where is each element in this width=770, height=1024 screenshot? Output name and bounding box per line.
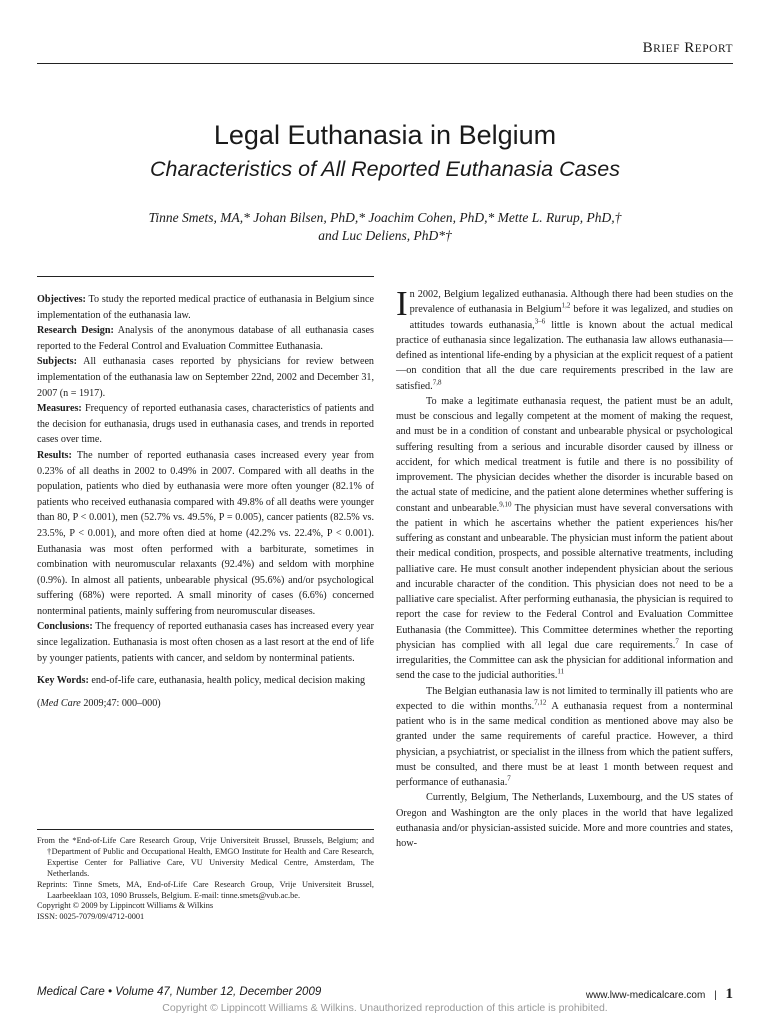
article-subtitle: Characteristics of All Reported Euthanasia Cases — [149, 157, 621, 181]
body-paragraph: In 2002, Belgium legalized euthanasia. Although there had been studies on the prevalence of euthanasia in Belgium$^{1,2}$ before it was legalized, and studies on attitudes towards euthanasia,$^{3-6}$ little is known about the actual medical practice of euthanasia since legalization. The euthanasia law allows euthanasia—defined as intentional life-ending by a physician at the explicit request of a patient—on condition that all the due care requirements prescribed in the law are satisfied.$^{7,8}$ — [396, 284, 733, 392]
abstract-subjects: Subjects: All euthanasia cases reported by physicians for review between implementation of the euthanasia law on September 22nd, 2002 and December 31, 2007 (n = 1917). — [37, 356, 374, 399]
abstract-bottom-rule — [37, 829, 374, 830]
abstract-citation: (Med Care 2009;47: 000–000) — [37, 697, 161, 709]
footer-page-info: www.lww-medicalcare.com | 1 — [585, 986, 733, 1002]
abstract-objectives: Objectives: To study the reported medical practice of euthanasia in Belgium since implementation of the euthanasia law. — [37, 294, 374, 321]
abstract — [37, 292, 374, 711]
header-letter: B — [642, 40, 654, 56]
affiliation-copyright: Copyright © 2009 by Lippincott Williams & Wilkins — [37, 901, 214, 911]
body-paragraph: The Belgian euthanasia law is not limited to terminally ill patients who are expected to die within months.$^{7,12}$ A euthanasia request from a nonterminal patient who is in the same medical condition as mentioned above may also be granted under the same requirements of careful practice. However, a third physician, a psychiatrist, or specialist in the illness from which the patient suffers, must be consulted, and there must be at least 1 month between request and performance of euthanasia.$^7$ — [396, 685, 734, 788]
header-word: RIEF — [653, 43, 680, 55]
authors-line: Tinne Smets, MA,* Johan Bilsen, PhD,* Joachim Cohen, PhD,* Mette L. Rurup, PhD,† — [148, 210, 622, 225]
header-letter: R — [684, 40, 695, 56]
page-number: 1 — [725, 986, 733, 1002]
abstract-results: Results: The number of reported euthanasia cases increased every year from 0.23% of all deaths in 2002 to 0.49% in 2007. Compared with all deaths in the population, patients who died by euthanasia were more often younger (82.1% of patients who received euthanasia compared with 49.8% of all deaths were younger than 80, P < 0.001), men (52.7% vs. 49.5%, P = 0.005), cancer patients (82.5% vs. 23.5%, P < 0.001), and more often died at home (42.2% vs. 22.4%, P < 0.001). Euthanasia was most often performed with a barbiturate, sometimes in combination with neuromuscular relaxants (92.4%) and seldom with morphine (0.9%). In almost all patients, unbearable physical (95.6%) and/or psychological suffering (68%) were reported. A small minority of cases (6.6%) concerned nonterminal patients, mainly suffering from neuromuscular diseases. — [37, 449, 374, 617]
header-rule — [37, 63, 733, 64]
affiliation-from: From the *End-of-Life Care Research Group, Vrije Universiteit Brussel, Brussels, Belgium; and †Department of Public and Occupational Health, EMGO Institute for Health and Care Research, Expertise Center for Palliative Care, VU University Medical Centre, Amsterdam, The Netherlands. — [37, 836, 374, 878]
body-paragraph: Currently, Belgium, The Netherlands, Luxembourg, and the US states of Oregon and Washington are the only places in the world that have legalized euthanasia and/or physician-assisted suicide. More and more countries and states, how- — [396, 792, 733, 849]
abstract-keywords: Key Words: end-of-life care, euthanasia, health policy, medical decision making — [37, 675, 366, 687]
abstract-design: Research Design: Analysis of the anonymous database of all euthanasia cases reported to the Federal Control and Evaluation Committee Euthanasia. — [37, 325, 374, 352]
journal-url-link[interactable]: www.lww-medicalcare.com — [585, 990, 706, 1001]
affiliation-reprints: Reprints: Tinne Smets, MA, End-of-Life Care Research Group, Vrije Universiteit Brussel, Laarbeeklaan 103, 1090 Brussels, Belgium. E-mail: tinne.smets@vub.ac.be. — [37, 879, 374, 900]
affiliations — [37, 836, 374, 923]
copyright-notice: Copyright © Lippincott Williams & Wilkins. Unauthorized reproduction of this article is prohibited. — [162, 1002, 608, 1014]
author-list — [60, 209, 710, 245]
header-word: EPORT — [694, 43, 733, 55]
drop-cap: I — [396, 284, 408, 323]
footer-journal: Medical Care • Volume 47, Number 12, December 2009 — [37, 986, 322, 998]
running-header — [37, 40, 733, 57]
body-text — [396, 284, 734, 851]
authors-line: and Luc Deliens, PhD*† — [318, 228, 452, 243]
abstract-measures: Measures: Frequency of reported euthanasia cases, characteristics of patients and the decision for euthanasia, drugs used in euthanasia cases, and trends in reported cases over time. — [37, 403, 374, 446]
abstract-top-rule — [37, 276, 374, 277]
body-paragraph: To make a legitimate euthanasia request, the patient must be an adult, must be conscious and legally competent at the moment of making the request, and must be in a condition of constant and unbearable physical or psychological suffering resulting from a serious and incurable disorder caused by illness or accident, for which medical treatment is futile and there is no possibility of improvement. The physician decides whether the disorder is incurable based on the actual state of medicine, and the patient alone determines whether suffering is constant and unbearable.$^{9,10}$ The physician must have several conversations with the patient in which he ascertains whether the patient experiences his/her suffering as constant and unbearable. The physician must inform the patient about their medical condition, prospects, and possible alternative treatments, including palliative care. He must consult another independent physician about the serious and incurable character of the condition. This physician does not need to be a palliative care specialist. After performing euthanasia, the physician is required to report the case for review to the Federal Control and Evaluation Committee Euthanasia (the Committee). This Committee determines whether the reporting physician has complied with all legal due care requirements.$^7$ In case of irregularities, the Committee can ask the physician for additional information and send the case to the judicial authorities.$^{11}$ — [396, 395, 733, 682]
abstract-conclusions: Conclusions: The frequency of reported euthanasia cases has increased every year since legalization. Euthanasia is most often chosen as a last resort at the end of life by younger patients, patients with cancer, and seldom by nonterminal patients. — [37, 621, 374, 664]
affiliation-issn: ISSN: 0025-7079/09/4712-0001 — [37, 912, 145, 922]
article-title: Legal Euthanasia in Belgium — [213, 120, 557, 150]
